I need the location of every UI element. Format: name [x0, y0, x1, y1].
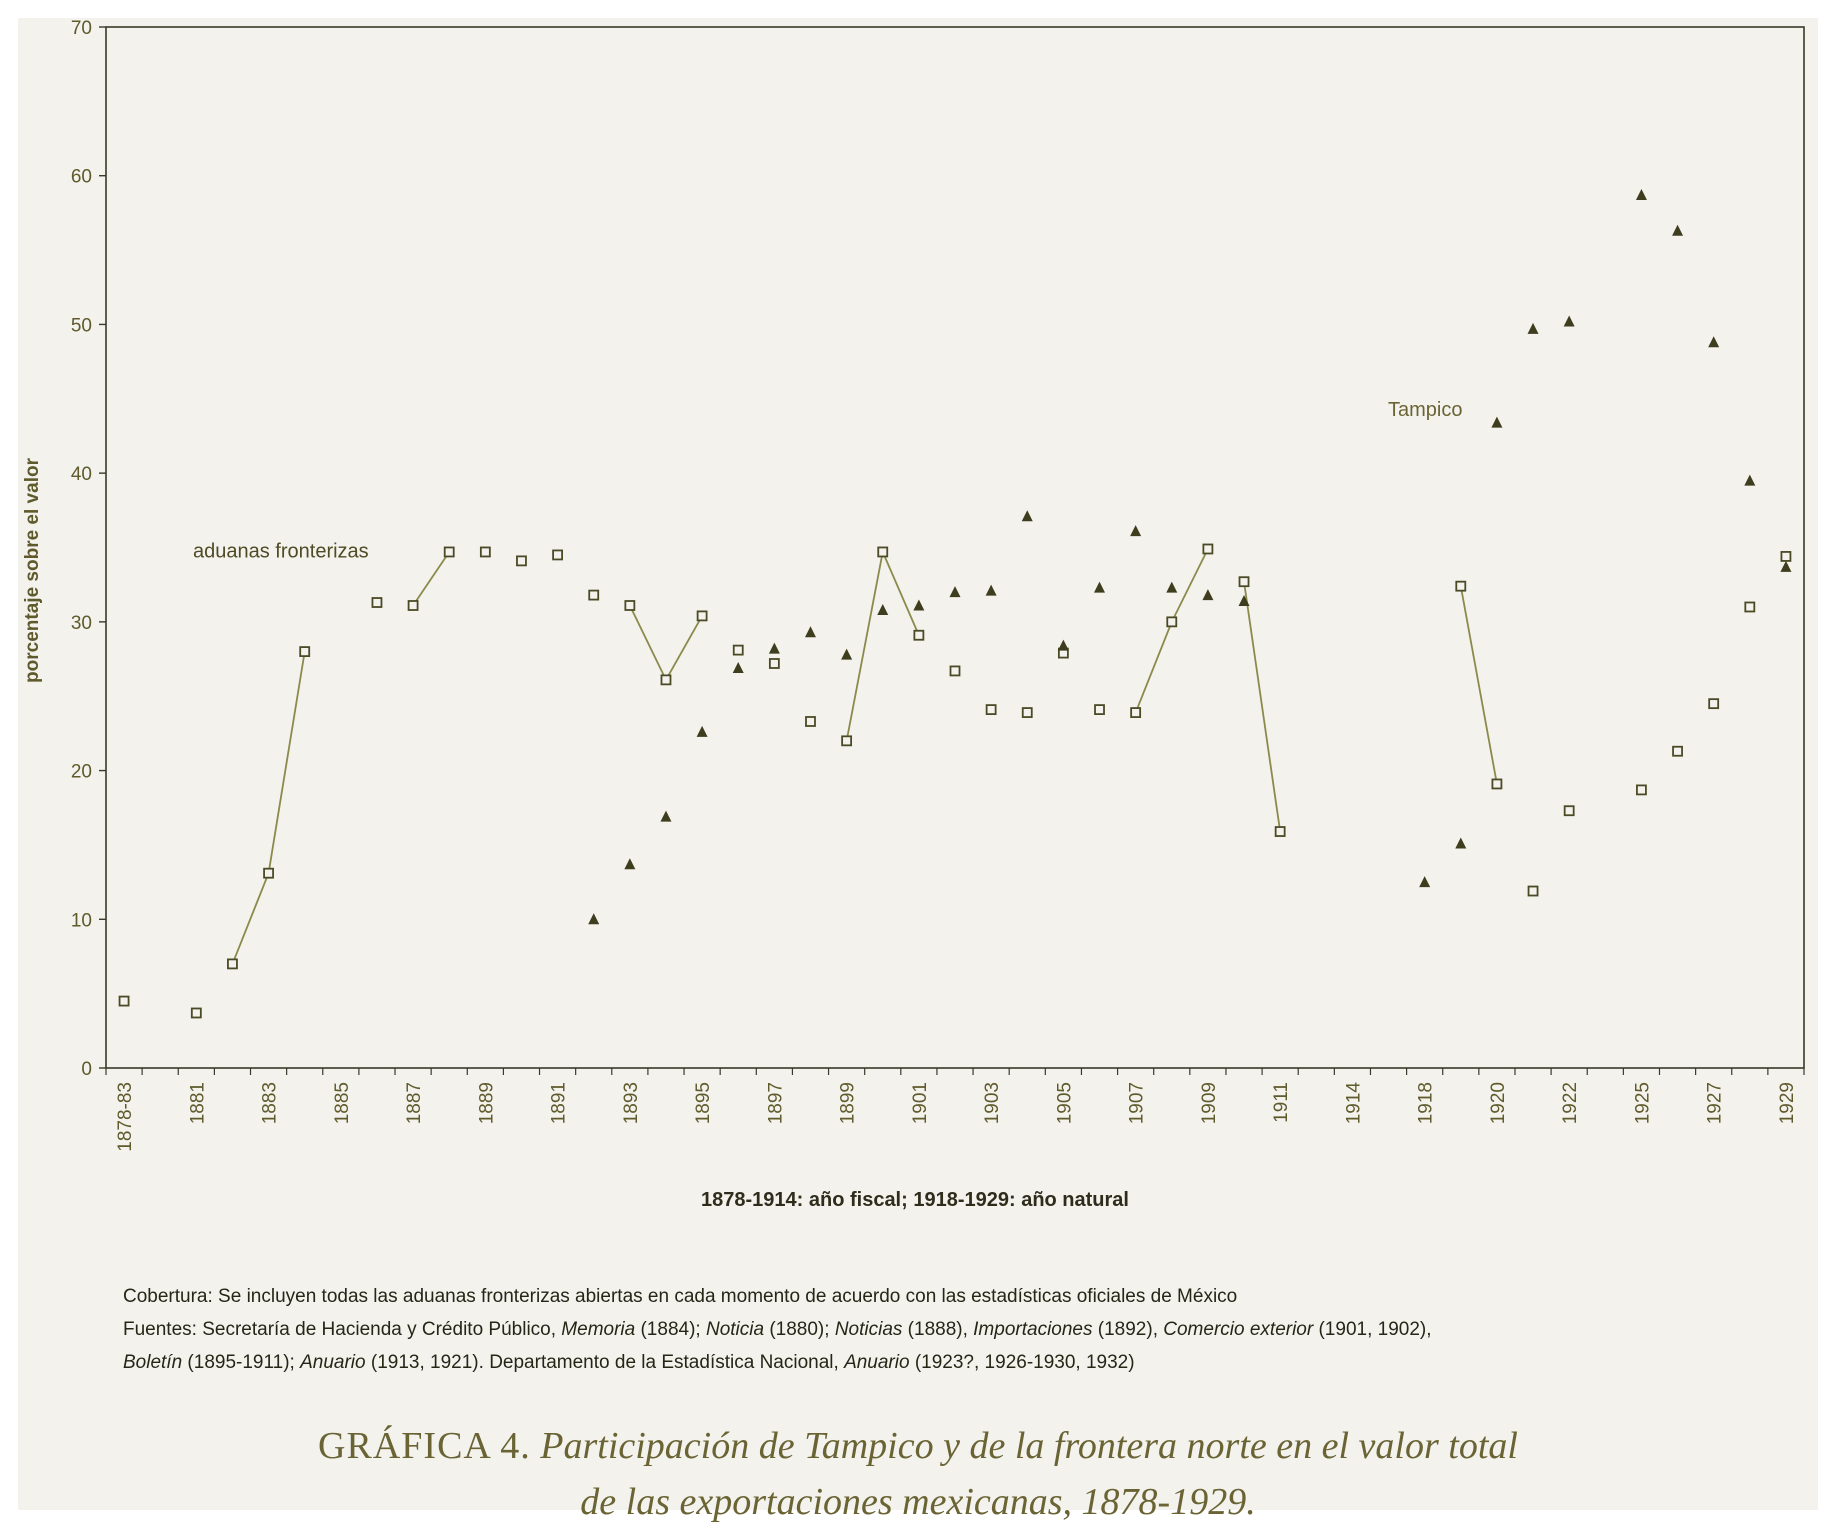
- square-point: [120, 997, 129, 1006]
- connector-line: [1244, 582, 1280, 832]
- x-tick-label: 1903: [982, 1082, 1004, 1125]
- square-point: [300, 647, 309, 656]
- x-tick-label: 1897: [765, 1082, 787, 1125]
- figure-caption: [18, 1418, 1818, 1530]
- triangle-point: [805, 626, 816, 637]
- connector-line: [269, 652, 305, 874]
- x-tick-label: 1893: [620, 1082, 642, 1125]
- x-tick-label: 1901: [909, 1082, 931, 1125]
- triangle-point: [1239, 595, 1250, 606]
- y-tick-label: 20: [70, 761, 92, 783]
- square-point: [445, 547, 454, 556]
- triangle-point: [1058, 640, 1069, 651]
- square-point: [1492, 779, 1501, 788]
- triangle-point: [950, 586, 961, 597]
- triangle-point: [1744, 475, 1755, 486]
- triangle-point: [877, 604, 888, 615]
- y-axis-label: porcentaje sobre el valor: [22, 458, 43, 683]
- connector-line: [883, 552, 919, 635]
- square-point: [987, 705, 996, 714]
- connector-line: [413, 552, 449, 606]
- square-point: [914, 631, 923, 640]
- triangle-point: [1022, 510, 1033, 521]
- sources-note-line1: Fuentes: Secretaría de Hacienda y Crédito Público, Memoria (1884); Noticia (1880); Noticias (1888), Importaciones (1892), Comercio exterior (1901, 1902),: [123, 1319, 1432, 1340]
- square-point: [1203, 544, 1212, 553]
- chart: [18, 18, 1818, 1268]
- x-tick-label: 1887: [404, 1082, 426, 1125]
- triangle-point: [769, 643, 780, 654]
- page: [18, 18, 1818, 1523]
- connector-line: [1461, 586, 1497, 784]
- square-point: [770, 659, 779, 668]
- square-point: [1023, 708, 1032, 717]
- triangle-point: [1528, 323, 1539, 334]
- coverage-note: Cobertura: Se incluyen todas las aduanas fronterizas abiertas en cada momento de acuerdo con las estadísticas oficiales de México: [123, 1286, 1238, 1307]
- square-point: [1095, 705, 1104, 714]
- square-point: [1637, 785, 1646, 794]
- x-tick-label: 1885: [331, 1082, 353, 1125]
- triangle-point: [1130, 525, 1141, 536]
- y-tick-label: 70: [70, 18, 92, 39]
- square-point: [698, 611, 707, 620]
- triangle-point: [1094, 582, 1105, 593]
- square-point: [228, 959, 237, 968]
- square-point: [372, 598, 381, 607]
- square-point: [1240, 577, 1249, 586]
- square-point: [1131, 708, 1140, 717]
- y-tick-label: 50: [70, 315, 92, 337]
- square-point: [878, 547, 887, 556]
- sources-note-line2: Boletín (1895-1911); Anuario (1913, 1921). Departamento de la Estadística Nacional, Anuario (1923?, 1926-1930, 1932): [123, 1352, 1135, 1373]
- triangle-point: [986, 585, 997, 596]
- x-tick-label: 1878-83: [115, 1082, 137, 1152]
- y-tick-label: 60: [70, 166, 92, 188]
- x-tick-label: 1905: [1054, 1082, 1076, 1125]
- square-point: [1673, 747, 1682, 756]
- triangle-point: [1672, 225, 1683, 236]
- connector-line: [847, 552, 883, 741]
- square-point: [806, 717, 815, 726]
- triangle-point: [660, 811, 671, 822]
- y-tick-label: 0: [81, 1059, 92, 1080]
- triangle-point: [697, 726, 708, 737]
- square-point: [1565, 806, 1574, 815]
- triangle-point: [1455, 837, 1466, 848]
- square-point: [553, 550, 562, 559]
- x-tick-label: 1911: [1271, 1082, 1293, 1123]
- caption-line2: de las exportaciones mexicanas, 1878-1929.: [580, 1481, 1256, 1523]
- annotation-aduanas: aduanas fronterizas: [193, 540, 369, 563]
- chart-notes: [123, 1280, 1823, 1379]
- square-point: [409, 601, 418, 610]
- triangle-point: [841, 649, 852, 660]
- x-tick-label: 1922: [1560, 1082, 1582, 1125]
- x-tick-label: 1929: [1776, 1082, 1798, 1125]
- square-point: [1456, 582, 1465, 591]
- y-tick-label: 10: [70, 910, 92, 932]
- data-points: [120, 189, 1792, 1017]
- x-tick-label: 1909: [1198, 1082, 1220, 1125]
- x-tick-label: 1881: [187, 1082, 209, 1125]
- triangle-point: [1564, 315, 1575, 326]
- connector-line: [1172, 549, 1208, 622]
- y-tick-label: 40: [70, 464, 92, 486]
- triangle-point: [1708, 336, 1719, 347]
- x-tick-label: 1914: [1343, 1082, 1365, 1125]
- x-tick-label: 1918: [1415, 1082, 1437, 1125]
- square-point: [192, 1008, 201, 1017]
- square-point: [1529, 887, 1538, 896]
- x-tick-label: 1895: [693, 1082, 715, 1125]
- triangle-point: [588, 913, 599, 924]
- x-tick-label: 1920: [1487, 1082, 1509, 1125]
- x-tick-label: 1907: [1126, 1082, 1148, 1125]
- connector-line: [1136, 622, 1172, 713]
- caption-line1: GRÁFICA 4. Participación de Tampico y de la frontera norte en el valor total: [318, 1425, 1518, 1467]
- square-point: [951, 666, 960, 675]
- triangle-point: [733, 662, 744, 673]
- x-tick-label: 1889: [476, 1082, 498, 1125]
- triangle-point: [624, 858, 635, 869]
- square-point: [264, 869, 273, 878]
- x-axis-label: 1878-1914: año fiscal; 1918-1929: año natural: [701, 1189, 1129, 1211]
- triangle-point: [1636, 189, 1647, 200]
- square-point: [1781, 552, 1790, 561]
- y-tick-label: 30: [70, 612, 92, 634]
- connecting-lines: [232, 549, 1496, 964]
- x-tick-label: 1925: [1632, 1082, 1654, 1125]
- square-point: [661, 675, 670, 684]
- square-point: [1167, 617, 1176, 626]
- square-point: [481, 547, 490, 556]
- square-point: [1276, 827, 1285, 836]
- connector-line: [666, 616, 702, 680]
- square-point: [1709, 699, 1718, 708]
- triangle-point: [1780, 561, 1791, 572]
- annotation-tampico: Tampico: [1388, 399, 1463, 422]
- square-point: [842, 736, 851, 745]
- x-tick-label: 1883: [259, 1082, 281, 1125]
- triangle-point: [913, 599, 924, 610]
- connector-line: [232, 873, 268, 964]
- triangle-point: [1419, 876, 1430, 887]
- triangle-point: [1166, 582, 1177, 593]
- square-point: [517, 556, 526, 565]
- triangle-point: [1491, 417, 1502, 428]
- x-tick-label: 1927: [1704, 1082, 1726, 1125]
- connector-line: [630, 605, 666, 679]
- x-tick-label: 1891: [548, 1082, 570, 1125]
- triangle-point: [1202, 589, 1213, 600]
- square-point: [1745, 602, 1754, 611]
- x-tick-label: 1899: [837, 1082, 859, 1125]
- caption-label: GRÁFICA 4.: [318, 1425, 531, 1467]
- square-point: [589, 591, 598, 600]
- square-point: [734, 646, 743, 655]
- square-point: [625, 601, 634, 610]
